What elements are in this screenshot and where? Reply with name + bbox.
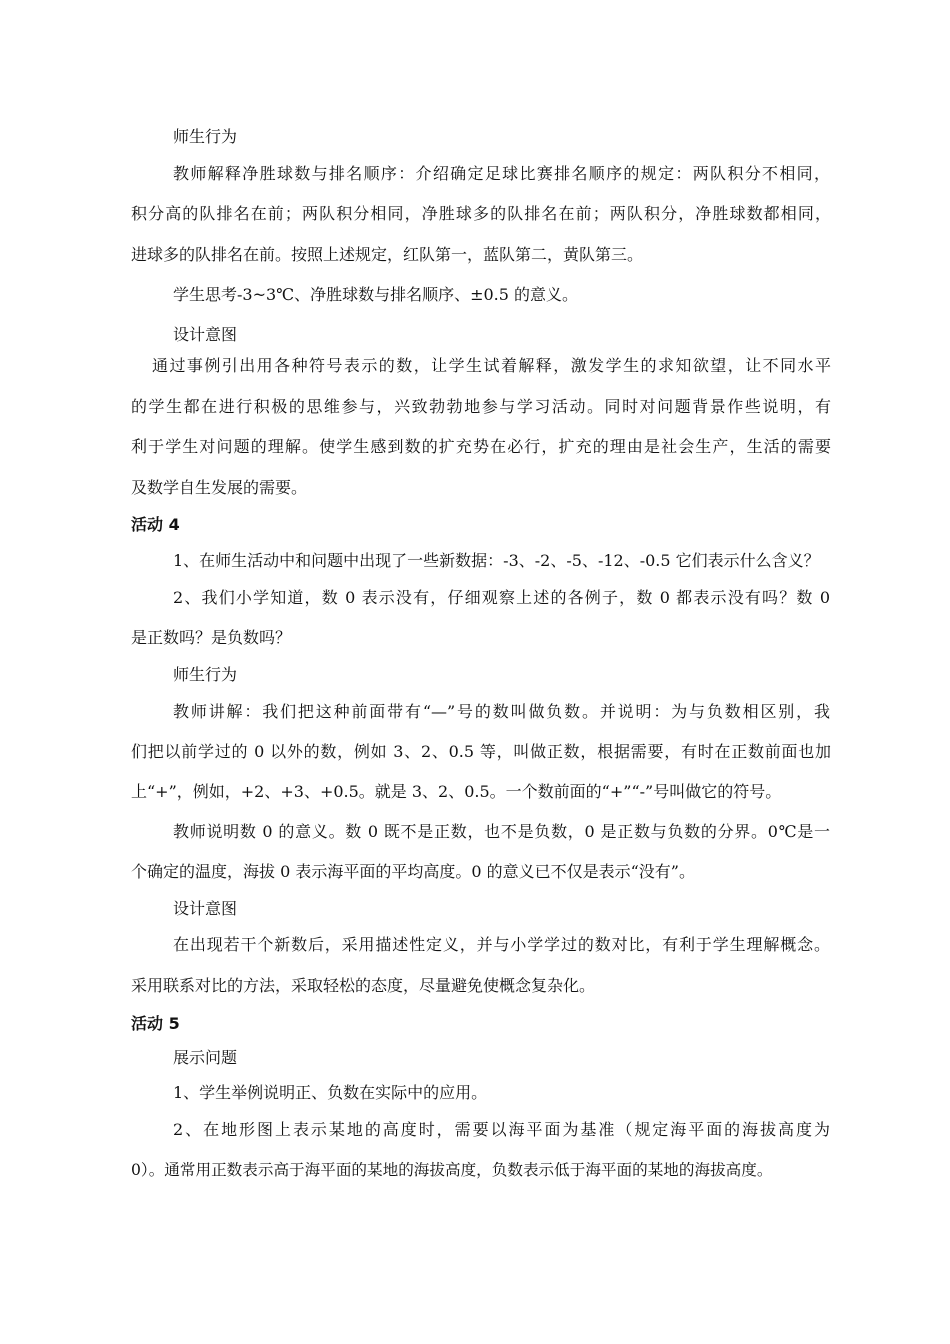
- section-heading: 师生行为: [173, 127, 238, 146]
- section-heading: 设计意图: [173, 325, 238, 344]
- paragraph-line: 采用联系对比的方法，采取轻松的态度，尽量避免使概念复杂化。: [131, 976, 596, 995]
- section-heading: 设计意图: [173, 899, 238, 918]
- question-line: 2、在地形图上表示某地的高度时，需要以海平面为基准（规定海平面的海拔高度为: [173, 1120, 830, 1139]
- question-line: 1、学生举例说明正、负数在实际中的应用。: [173, 1083, 488, 1102]
- paragraph-line: 通过事例引出用各种符号表示的数，让学生试着解释，激发学生的求知欲望，让不同水平: [152, 356, 831, 375]
- paragraph-line: 学生思考-3~3℃、净胜球数与排名顺序、±0.5 的意义。: [173, 285, 579, 304]
- section-heading: 展示问题: [173, 1048, 238, 1067]
- paragraph-line: 的学生都在进行积极的思维参与，兴致勃勃地参与学习活动。同时对问题背景作些说明，有: [131, 397, 831, 416]
- paragraph-line: 进球多的队排名在前。按照上述规定，红队第一，蓝队第二，黄队第三。: [131, 245, 644, 264]
- paragraph-line: 积分高的队排名在前；两队积分相同，净胜球多的队排名在前；两队积分，净胜球数都相同，: [131, 204, 831, 223]
- paragraph-line: 及数学自生发展的需要。: [131, 478, 308, 497]
- paragraph-line: 教师说明数 0 的意义。数 0 既不是正数，也不是负数，0 是正数与负数的分界。0℃是一: [173, 822, 830, 841]
- activity-title: 活动 5: [131, 1014, 180, 1033]
- question-line: 1、在师生活动中和问题中出现了一些新数据：-3、-2、-5、-12、-0.5 它们表示什么含义？: [173, 551, 820, 570]
- paragraph-line: 利于学生对问题的理解。使学生感到数的扩充势在必行，扩充的理由是社会生产，生活的需要: [131, 437, 831, 456]
- question-line: 2、我们小学知道，数 0 表示没有，仔细观察上述的各例子，数 0 都表示没有吗？数 0: [173, 588, 830, 607]
- paragraph-line: 在出现若干个新数后，采用描述性定义，并与小学学过的数对比，有利于学生理解概念。: [173, 935, 830, 954]
- paragraph-line: 们把以前学过的 0 以外的数，例如 3、2、0.5 等，叫做正数，根据需要，有时在正数前面也加: [131, 742, 831, 761]
- activity-title: 活动 4: [131, 515, 180, 534]
- section-heading: 师生行为: [173, 665, 238, 684]
- question-line: 0）。通常用正数表示高于海平面的某地的海拔高度，负数表示低于海平面的某地的海拔高度。: [131, 1161, 773, 1179]
- paragraph-line: 教师讲解：我们把这种前面带有“—”号的数叫做负数。并说明：为与负数相区别，我: [173, 702, 830, 721]
- paragraph-line: 教师解释净胜球数与排名顺序：介绍确定足球比赛排名顺序的规定：两队积分不相同，: [173, 164, 830, 183]
- paragraph-line: 上“+”，例如，+2、+3、+0.5。就是 3、2、0.5。一个数前面的“+”“-”号叫做它的符号。: [131, 782, 782, 801]
- question-line: 是正数吗？是负数吗？: [131, 628, 292, 647]
- paragraph-line: 个确定的温度，海拔 0 表示海平面的平均高度。0 的意义已不仅是表示“没有”。: [131, 862, 695, 881]
